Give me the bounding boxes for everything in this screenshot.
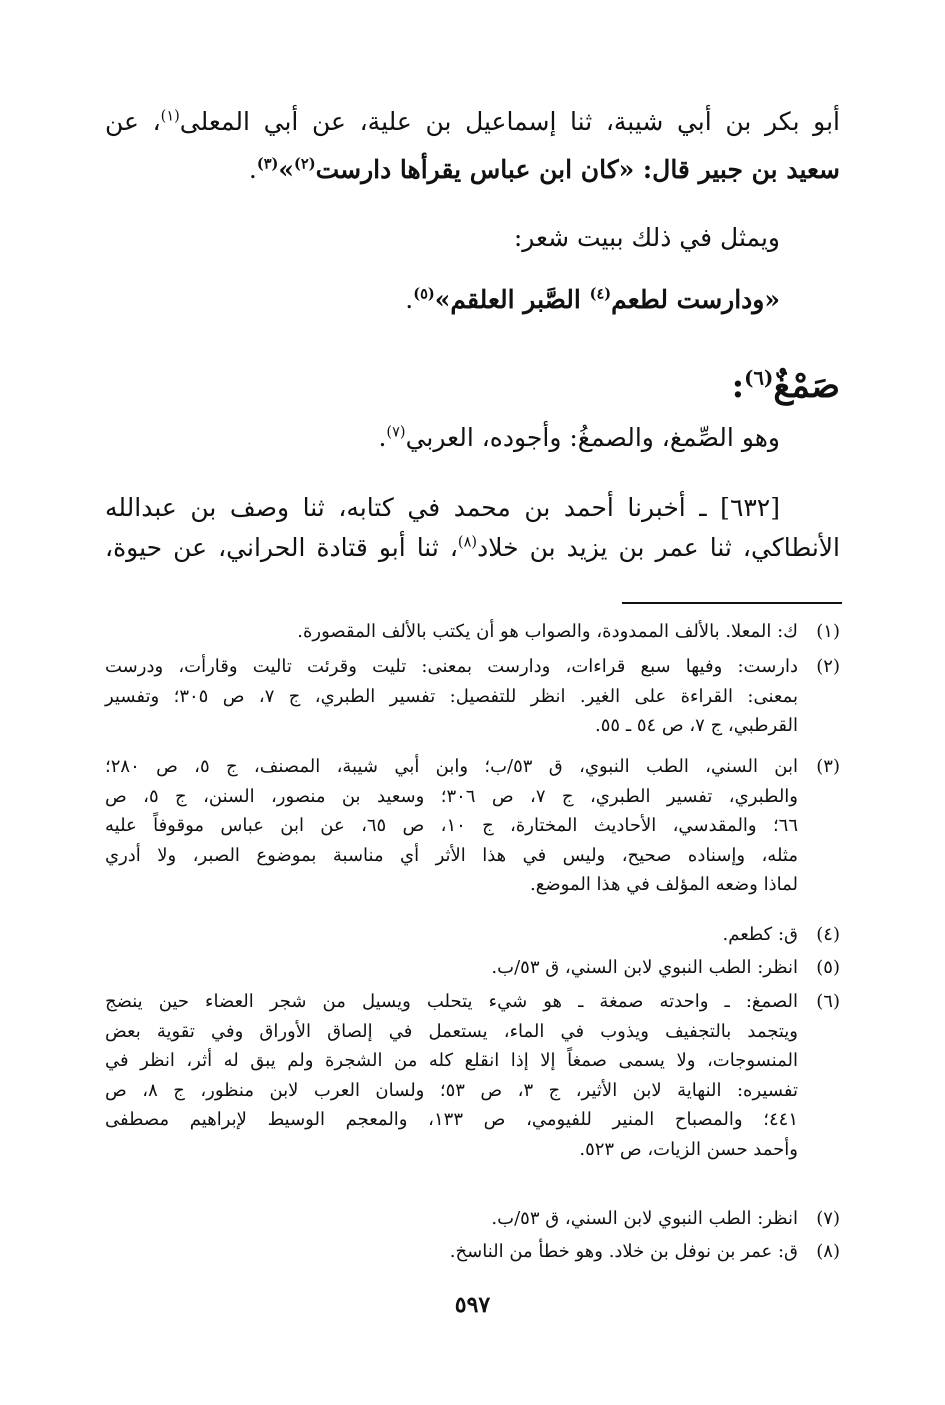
body-line-5: وهو الصِّمغ، والصمغُ: وأجوده، العربي$^{(٧)}$.	[378, 423, 780, 452]
footnote-ref-1: (١)	[160, 108, 180, 125]
footnote-divider	[622, 602, 842, 604]
footnote-1: (١) ك: المعلا. بالألف الممدودة، والصواب هو أن يكتب بالألف المقصورة.	[297, 621, 840, 642]
footnote-5: (٥) انظر: الطب النبوي لابن السني، ق ٥٣/ب.	[491, 957, 840, 978]
poetry-verse: «ودارست لطعم$^{(٤)}$ الصَّبر العلقم»$^{(٥)}$.	[405, 285, 780, 314]
footnote-4: (٤) ق: كطعم.	[722, 924, 840, 945]
footnote-6: (٦) الصمغ: ـ واحدته صمغة ـ هو شيء يتحلب ويسيل من شجر العضاء حين ينضج ويتجمد بالتجفيف ويذوب في الماء، يستعمل في إلصاق الأوراق وفي تقوية بعض المنسوجات، ولا يسمى صمغاً إلا إذا انقلع كله من الشجرة ولم يبق له أثر، انظر في تفسيره: النهاية لابن الأثير، ج ٣، ص ٥٣؛ ولسان العرب لابن منظور، ج ٨، ص ٤٤١؛ والمصباح المنير للفيومي، ص ١٣٣، والمعجم الوسيط لإبراهيم مصطفى وأحمد حسن الزيات، ص ٥٢٣.	[105, 991, 840, 1160]
body-line-1: أبو بكر بن أبي شيبة، ثنا إسماعيل بن علية، عن أبي المعلى$^{(١)}$، عن	[105, 107, 840, 136]
body-line-6: [٦٣٢] ـ أخبرنا أحمد بن محمد في كتابه، ثنا وصف بن عبدالله	[105, 493, 780, 522]
footnote-ref-8: (٨)	[457, 534, 478, 551]
body-line-7: الأنطاكي، ثنا عمر بن يزيد بن خلاد$^{(٨)}$، ثنا أبو قتادة الحراني، عن حيوة،	[105, 533, 840, 562]
footnote-2: (٢) دارست: وفيها سبع قراءات، ودارست بمعنى: تليت وقرئت تاليت وقارأت، ودرست بمعنى: القراءة على الغير. انظر للتفصيل: تفسير الطبري، ج ٧، ص ٣٠٥؛ وتفسير القرطبي، ج ٧، ص ٥٤ ـ ٥٥.	[105, 656, 840, 736]
footnote-ref-7: (٧)	[386, 424, 406, 441]
footnote-ref-2: (٢)	[294, 155, 316, 173]
entry-heading: صَمْغٌ$^{(٦)}$:	[731, 365, 840, 406]
page-number: ٥٩٧	[454, 1292, 491, 1318]
footnote-ref-4: (٤)	[589, 285, 612, 303]
body-line-3: ويمثل في ذلك ببيت شعر:	[513, 223, 780, 252]
footnote-8: (٨) ق: عمر بن نوفل بن خلاد. وهو خطأ من الناسخ.	[449, 1241, 840, 1262]
quoted-text: «كان ابن عباس يقرأها دارست	[315, 155, 635, 184]
footnote-ref-5: (٥)	[413, 285, 435, 303]
footnote-ref-6: (٦)	[744, 365, 774, 390]
footnote-3: (٣) ابن السني، الطب النبوي، ق ٥٣/ب؛ وابن أبي شيبة، المصنف، ج ٥، ص ٢٨٠؛ والطبري، تفسير الطبري، ج ٧، ص ٣٠٦؛ وسعيد بن منصور، السنن، ج ٥، ص ٦٦؛ والمقدسي، الأحاديث المختارة، ج ١٠، ص ٦٥، عن ابن عباس موقوفاً عليه مثله، وإسناده صحيح، وليس في هذا الأثر أي مناسبة بموضوع الصبر، ولا أدري لماذا وضعه المؤلف في هذا الموضع.	[105, 756, 840, 895]
footnote-ref-3: (٣)	[256, 155, 279, 173]
body-line-2: سعيد بن جبير قال: «كان ابن عباس يقرأها دارست$^{(٢)}$»$^{(٣)}$.	[248, 155, 840, 184]
footnote-7: (٧) انظر: الطب النبوي لابن السني، ق ٥٣/ب.	[491, 1208, 840, 1229]
